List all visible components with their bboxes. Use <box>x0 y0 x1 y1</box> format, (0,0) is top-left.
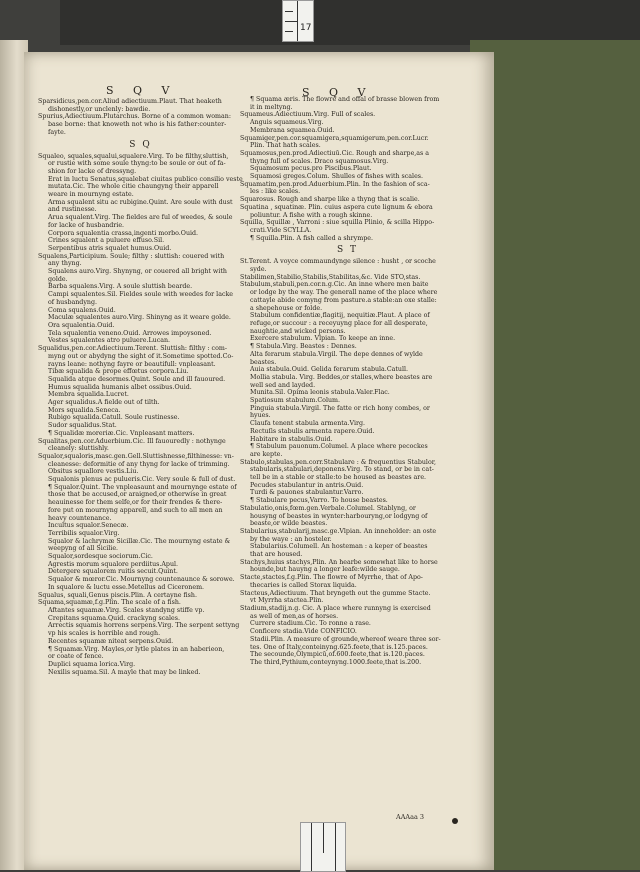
text-line: tell be in a stable or stalle:to be housed as beastes are. <box>250 474 427 482</box>
text-line: Recentes squamæ niteat serpens.Ouid. <box>48 637 174 645</box>
text-line: base borne: that knoweth not who is his father:counter- <box>48 121 227 129</box>
text-line: Mollia stabula. Virg. Beddes,or stalles,where beastes are <box>250 373 433 381</box>
text-line: thecaries is called Storax liquida. <box>250 581 357 589</box>
text-line: Maculæ squalentes auro.Virg. Shinyng as it weare golde. <box>48 314 231 322</box>
ruler-number: 17 <box>300 23 312 33</box>
text-line: Stabulum confidentiæ,flagitij, nequitiæ.Plaut. A place of <box>250 312 430 320</box>
text-line: Stacte,stactes,f.g.Plin. The flowre of Myrrhe, that of Apo- <box>240 574 423 582</box>
text-line: Squamosum pecus.pro Piscibus.Plaut. <box>250 165 372 173</box>
text-line: Pecudes stabulantur in antris.Ouid. <box>250 481 364 489</box>
text-line: Squalor,sordesque sociorum.Cic. <box>48 553 153 561</box>
text-line: Anguis squameus.Virg. <box>250 119 324 127</box>
text-line: Ora squalentia.Ouid. <box>48 321 115 329</box>
text-line: Squalor & lachrymæ Sicillæ.Cic. The mournyng estate & <box>48 537 231 545</box>
text-line: Detergere squalorem ruitis secuit.Quint. <box>48 568 178 576</box>
text-line: for lacke of husbandrie. <box>48 221 125 229</box>
text-line: Habitare in stabulis.Ouid. <box>250 435 333 443</box>
text-line: Humus squalida humanis albet ossibus.Ouid. <box>48 383 192 391</box>
text-line: Mors squalida.Seneca. <box>48 406 121 414</box>
text-line: Stadium,stadij,n.g. Cic. A place where runnyng is exercised <box>240 605 431 612</box>
text-line: Spatiosum stabulum.Colum. <box>250 397 340 405</box>
left-column <box>38 98 243 676</box>
text-line: Squalonis plenus ac pulueris.Cic. Very soule & full of dust. <box>48 476 236 484</box>
text-line: ¶ Squalor.Quint. The vnpleasaunt and mournynge estate of <box>48 483 237 491</box>
text-line: The secounde,Olympicū,of.600.feete,that is.120.paces. <box>250 651 425 659</box>
text-line: Aftantes squamæ.Virg. Scales standyng stiffe vp. <box>48 607 205 614</box>
ink-dot <box>452 818 458 824</box>
text-line: Spurius,Adiectiuum.Plutarchus. Borne of a common woman: <box>38 113 231 121</box>
text-line: Stachys,huius stachys,Plin. An hearbe somewhat like to horse <box>240 558 438 566</box>
text-line: of husbandyng. <box>48 298 97 306</box>
text-line: golde. <box>48 275 68 283</box>
text-line: that are housed. <box>250 551 303 559</box>
text-line: Crines squalent a puluere effuso.Sil. <box>48 237 165 245</box>
text-line: stabularis,stabulari,deponens.Virg. To stand, or be in cat- <box>250 466 434 474</box>
text-line: Squalor & mœror.Cic. Mournyng countenaunce & sorowe. <box>48 576 235 584</box>
text-line: ¶ Stabulum pauonum.Columel. A place where pecockes <box>250 443 428 451</box>
text-line: Sudor squalidus.Stat. <box>48 422 117 430</box>
text-line: beaste,or wilde beastes. <box>250 520 328 528</box>
text-line: any thyng. <box>48 260 82 268</box>
text-line: heauinesse for them selfe,or for their frendes & there- <box>48 499 223 507</box>
text-line: Vestes squalentes atro puluere.Lucan. <box>48 337 171 345</box>
text-line: ¶ Stabula.Virg. Beastes : Dennes. <box>250 343 357 351</box>
text-line: beastes. <box>250 358 277 366</box>
text-line: Squama,squamæ,f.g.Plin. The scale of a fish. <box>38 599 181 607</box>
text-line: Squalidus,pen.cor.Adiectiuum.Terent. Sluttish: filthy : com- <box>38 345 227 353</box>
text-line: poliuntur. A fishe with a rough skinne. <box>250 211 373 219</box>
text-line: Squatina , squatinæ. Plin. cuius aspera cute lignum & ebora <box>240 203 433 211</box>
text-line: housyng of beastes in wynter:harbouryng,or lodgyng of <box>250 512 428 520</box>
text-line: rayns leane: nothyng fayre or beautifull: vnpleasant. <box>48 360 216 368</box>
text-line: ¶ Squalidæ moreriæ.Cic. Vnpleasant matters. <box>48 429 195 437</box>
text-line: naughtie,and wicked persons. <box>250 327 346 335</box>
running-head-right: S Q V <box>302 86 374 99</box>
text-line: dishonestly,or unclenly: bawdie. <box>48 105 151 113</box>
text-line: Stabularius.Columell. An hosteman : a keper of beastes <box>250 543 428 551</box>
running-head-left: S Q V <box>106 84 178 97</box>
text-line: heavy countenance. <box>48 514 112 522</box>
text-line: Squalida atque desormes.Quint. Soule and ill fauoured. <box>48 375 226 383</box>
text-line: ¶ Squamæ.Virg. Mayles,or lytle plates in an haberieon, <box>48 645 225 653</box>
text-line: Stabulo,stabulas,pen.corr.Stabulare : & frequentius Stabulor, <box>240 458 437 466</box>
text-line: Arua squalent.Virg. The fieldes are ful of weedes, & soule <box>48 214 233 222</box>
text-line: shion for lacke of dressyng. <box>48 167 137 175</box>
text-line: Squameus.Adiectiuum.Virg. Full of scales. <box>240 111 376 119</box>
text-line: Exercere stabulum. Vlpian. To keepe an inne. <box>250 335 396 343</box>
text-line: Alta ferarum stabula.Virgil. The depe dennes of wylde <box>250 350 423 358</box>
text-line: Squilla, Squillæ , Varroni : siue squilla Plinio, & scilla Hippo- <box>240 219 435 227</box>
text-line: Munita.Sil. Opima leonis stabula.Valer.Flac. <box>250 389 390 397</box>
text-line: Squamosus,pen.prod.Adiectiuū.Cic. Rough and sharpe,as a <box>240 149 430 157</box>
text-line: Incultus squalor.Senecæ. <box>48 522 129 530</box>
text-line: Stadii.Plin. A measure of grounde,whereof weare three sor- <box>250 635 441 643</box>
text-line: fayte. <box>48 128 66 136</box>
text-line: Turdi & pauones stabulantur.Varro. <box>250 489 364 497</box>
right-column <box>240 96 455 667</box>
text-line: tes. One of Italy,conteinyng.625.feete,that is.125.paces. <box>250 643 428 651</box>
text-line: St.Terent. A voyce commaundynge silence : husht , or scoche <box>240 258 436 266</box>
text-line: cleanesse: deformitie of any thyng for lacke of trimming. <box>48 460 230 468</box>
book-cover <box>470 40 640 870</box>
text-line: Tela squalentia veneno.Ouid. Arrowes impoysoned. <box>48 329 212 337</box>
text-line: weepyng of all Sicilie. <box>48 545 119 553</box>
section-heading: S Q <box>129 139 152 150</box>
text-line: Plin. That hath scales. <box>250 142 321 150</box>
text-line: Crepitans squama.Quid. crackyng scales. <box>48 614 181 622</box>
text-line: vt Myrrha stactea.Plin. <box>250 597 324 605</box>
text-line: Stabulum,stabuli,pen.cor.n.g.Cic. An inne where men baite <box>240 281 429 289</box>
text-line: Barba squalens.Virg. A soule sluttish bearde. <box>48 283 193 291</box>
text-line: hounde,but hauyng a longer leafe:wilde sauge. <box>250 566 400 574</box>
text-line: a shepehouse or folde. <box>250 304 323 312</box>
text-line: Nexilis squama.Sil. A mayle that may be linked. <box>48 668 201 676</box>
text-line: or lodge by the way. The generall name of the place where <box>250 289 438 297</box>
text-line: vp his scales is horrible and rough. <box>48 630 161 638</box>
text-line: those that be accused,or araigned,or otherwise in great <box>48 491 227 499</box>
text-line: Coma squalens.Ouid. <box>48 306 116 314</box>
scale-ruler-top <box>282 0 314 42</box>
text-line: cleanely: sluttishly. <box>48 445 109 453</box>
text-line: Rubigo squalida.Catull. Soule rustinesse. <box>48 414 180 422</box>
text-line: thyng full of scales. Draco squamosus.Virg. <box>250 157 389 165</box>
text-line: or coate of fence. <box>48 653 104 661</box>
text-line: Duplici squama lorica.Virg. <box>48 660 136 668</box>
text-line: are kepte. <box>250 450 283 458</box>
text-line: it in meltyng. <box>250 103 293 111</box>
text-line: as well of men,as of horses. <box>250 612 339 620</box>
text-line: Membrana squamea.Ouid. <box>250 126 335 134</box>
text-line: hyues. <box>250 412 271 420</box>
text-line: Auia stabula.Ouid. Gelida ferarum stabula.Catull. <box>250 366 409 374</box>
text-line: The third,Pythium,conteynyng.1000.feete,that is.200. <box>250 658 422 666</box>
text-line: Corpora squalentia crassa,ingenti morbo.Ouid. <box>48 229 199 237</box>
text-line: syde. <box>250 266 267 274</box>
text-line: ¶ Stabulare pecus,Varro. To house beastes. <box>250 497 388 505</box>
text-line: Sparsidicus,pen.cor.Aliud adiectiuum.Plaut. That heaketh <box>38 98 222 105</box>
text-line: mutata.Cic. The whole citie chaungyng their apparell <box>48 183 219 191</box>
text-line: Squamiger,pen.cor.squamigera,squamigerum,pen.cor.Lucr. <box>240 134 429 142</box>
background-top <box>60 0 640 45</box>
text-line: Obsitus squallore vestis.Liu. <box>48 468 139 476</box>
text-line: Rectuſis stabulis armenta rapere.Ouid. <box>250 427 375 435</box>
text-line: myng out or abydyng the sight of it.Sometime spotted.Co- <box>48 352 234 360</box>
text-line: Squalitas,pen.cor.Aduerbium.Cic. Ill fauouredly : nothynge <box>38 437 226 445</box>
text-line: Terribilis squalor.Virg. <box>48 529 120 537</box>
text-line: ¶ Squilla.Plin. A fish called a shrympe. <box>250 234 373 242</box>
text-line: Arma squalent situ ac rubigine.Quint. Are soule with dust <box>48 198 233 206</box>
text-line: Membra squalida.Lucret. <box>48 391 129 399</box>
text-line: Currere stadium.Cic. To ronne a rase. <box>250 620 371 628</box>
text-line: Squalens,Participium. Soule; filthy : sluttish: couered with <box>38 252 225 260</box>
text-line: Squaleo, squales,squalui,squalere.Virg. To be filthy,sluttish, <box>38 152 229 160</box>
text-line: and rustinesse. <box>48 206 97 214</box>
text-line: Squalor,squaloris,masc.gen.Gell.Sluttishnesse,filthinesse: vn- <box>38 452 234 460</box>
text-line: Squamosi greges.Colum. Shulles of fishes with scales. <box>250 173 424 181</box>
text-line: Squarosus. Rough and sharpe like a thyng that is scalie. <box>240 196 420 204</box>
text-line: cattayle abide comyng from pasture.a stable:an oxe stalle: <box>250 296 437 304</box>
scale-ruler-bottom <box>300 822 346 872</box>
text-line: ¶ Squama æris. The flowre and offal of brasse blowen from <box>250 96 440 103</box>
text-line: weare in mournyng estate. <box>48 191 134 199</box>
text-line: Stabularius,stabularij,masc.ge.Vlpian. An inneholder: an oste <box>240 527 437 535</box>
text-line: or rustie with some soule thyng:to be soule or out of fa- <box>48 160 226 168</box>
text-line: Squalens auro.Virg. Shynyng, or couered all bright with <box>48 268 227 276</box>
signature-mark: AAAaa 3 <box>396 813 425 821</box>
text-line: Pinguia stabula.Virgil. The fatte or rich hony combes, or <box>250 404 430 412</box>
text-line: Stabulatio,onis,fœm.gen.Verbale.Columel. Stablyng, or <box>240 504 416 512</box>
text-line: les : like scales. <box>250 188 301 196</box>
text-line: Tibæ squalida & prope effœtus corpora.Liu. <box>48 368 189 376</box>
text-line: Serpentibus atris squalet humus.Ouid. <box>48 244 172 252</box>
text-line: Ager squalidus.A fielde out of tilth. <box>48 399 160 407</box>
text-line: Arrectis squamis horrens serpens.Virg. The serpent settyng <box>48 622 240 630</box>
text-line: Stacteus,Adiectiuum. That bryngeth out the gumme Stacte. <box>240 589 431 597</box>
text-line: by the waye : an hosteler. <box>250 535 332 543</box>
text-line: refuge,or succour : a receyuyng place for all desperate, <box>250 319 428 327</box>
text-line: In squalore & luctu esse.Metellus ad Ciceronem. <box>48 583 205 591</box>
text-line: crati.Vide SCYLLA. <box>250 226 312 234</box>
text-line: Campi squalentes.Sil. Fieldes soule with weedes for lacke <box>48 291 234 299</box>
text-line: Squamatim,pen.prod.Aduerbium.Plin. In the fashion of sca- <box>240 180 430 188</box>
text-line: Erat in luctu Senatus,squalebat ciuitas publico consilio veste <box>48 175 243 183</box>
section-heading: S T <box>336 245 359 256</box>
text-line: fore put on mournyng apparell, and such to all men an <box>48 506 223 514</box>
text-line: Squalus, squali,Genus piscis.Plin. A certayne fish. <box>38 591 197 599</box>
text-line: well sed and layded. <box>250 381 316 389</box>
text-line: Conficere stadia.Vide CONFICIO. <box>250 628 357 636</box>
text-line: Agrestis morum squalore perdiitus.Apul. <box>48 560 179 568</box>
text-line: Claufa tenent stabula armenta.Virg. <box>250 420 366 428</box>
text-line: Stabilimen,Stabilio,Stabilis,Stabilitas,&c. Vide STO,stas. <box>240 273 421 281</box>
